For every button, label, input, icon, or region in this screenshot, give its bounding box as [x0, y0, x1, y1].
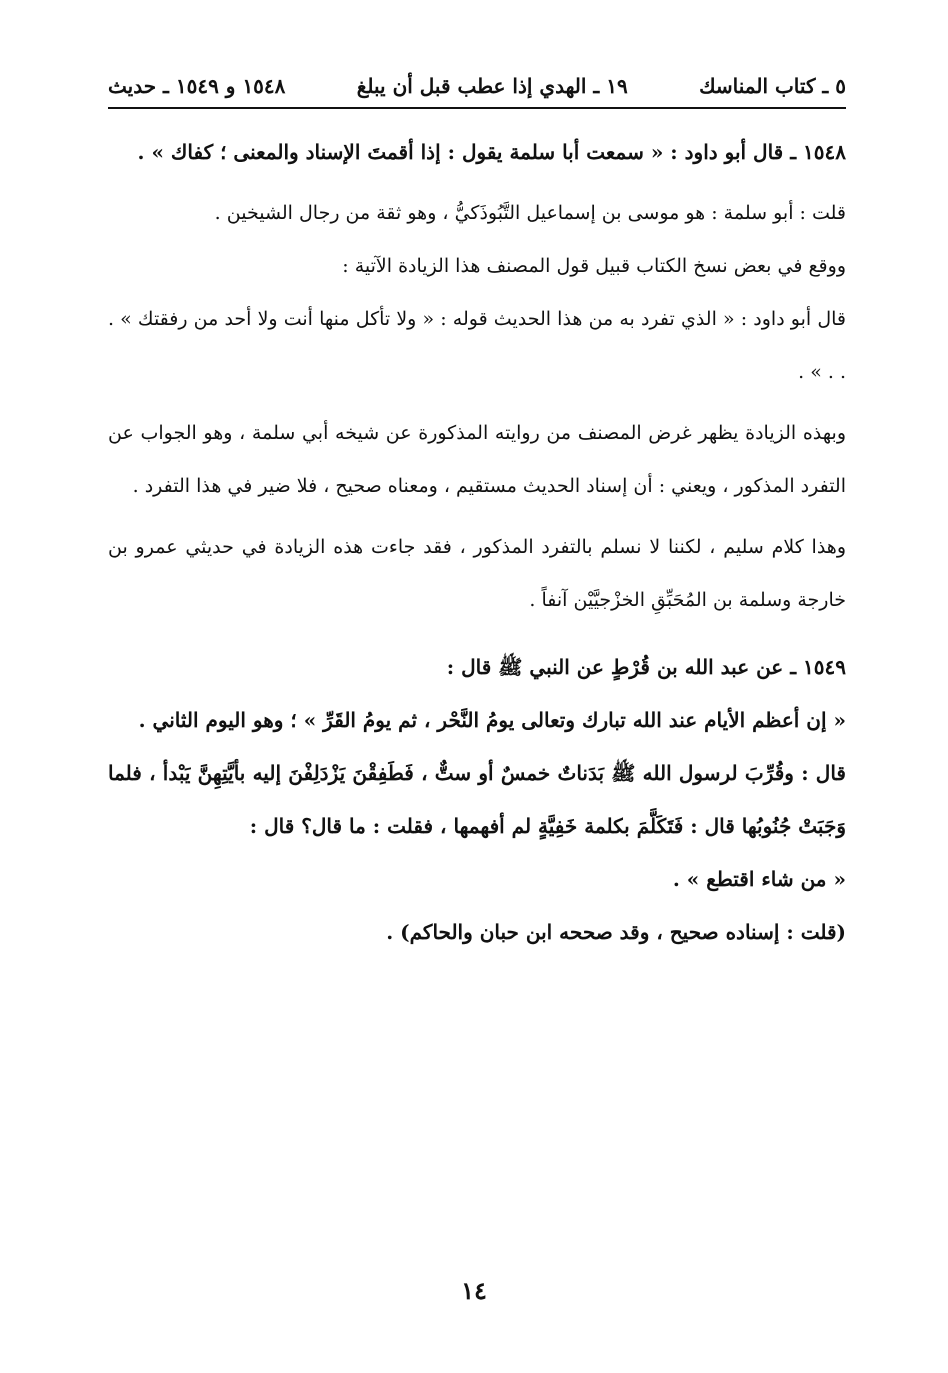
grading-note: (قلت : إسناده صحيح ، وقد صححه ابن حبان والحاكم) .	[386, 920, 846, 944]
hadith-1549-ending: « من شاء اقتطع » .	[672, 867, 846, 891]
commentary-manuscript-note: ووقع في بعض نسخ الكتاب قبيل قول المصنف هذا الزيادة الآتية :	[342, 255, 846, 277]
running-header	[108, 68, 846, 104]
header-divider	[108, 107, 846, 109]
commentary-abu-dawud-addition: قال أبو داود : « الذي تفرد به من هذا الحديث قوله : « ولا تأكل منها أنت ولا أحد من رفقتك » . . . » .	[108, 308, 846, 383]
hadith-1549-isnad: ١٥٤٩ ـ عن عبد الله بن قُرْطٍ عن النبي ﷺ قال :	[446, 655, 846, 679]
page-number: ١٤	[461, 1276, 487, 1305]
hadith-1549-matn: « إن أعظم الأيام عند الله تبارك وتعالى يومُ النَّحْر ، ثم يومُ القَرِّ » ؛ وهو اليوم الثاني .	[138, 708, 846, 732]
header-chapter: ٥ ـ كتاب المناسك	[699, 74, 846, 98]
commentary-abu-salamah: قلت : أبو سلمة : هو موسى بن إسماعيل التَّبُوذَكيُّ ، وهو ثقة من رجال الشيخين .	[214, 202, 846, 224]
hadith-1548-text: ١٥٤٨ ـ قال أبو داود : « سمعت أبا سلمة يقول : إذا أقمتَ الإسناد والمعنى ؛ كفاك » .	[137, 140, 846, 164]
hadith-1549-continuation: قال : وقُرِّبَ لرسول الله ﷺ بَدَناتٌ خمسٌ أو ستٌّ ، فَطَفِقْنَ يَزْدَلِفْنَ إليه بأيَّتِهِنَّ يَبْدأ ، فلما وَجَبَتْ جُنُوبُها قال : فَتَكَلَّمَ بكلمة خَفِيَّةٍ لم أفهمها ، فقلت : ما قال؟ قال :	[108, 761, 846, 838]
header-section: ١٩ ـ الهدي إذا عطب قبل أن يبلغ	[356, 74, 628, 98]
main-text	[108, 126, 846, 959]
commentary-purpose: وبهذه الزيادة يظهر غرض المصنف من روايته المذكورة عن شيخه أبي سلمة ، وهو الجواب عن التفرد المذكور ، ويعني : أن إسناد الحديث مستقيم ، ومعناه صحيح ، فلا ضير في هذا التفرد .	[108, 422, 846, 497]
header-hadith-range: ١٥٤٨ و ١٥٤٩ ـ حديث	[108, 74, 286, 98]
commentary-response: وهذا كلام سليم ، لكننا لا نسلم بالتفرد المذكور ، فقد جاءت هذه الزيادة في حديثي عمرو بن خارجة وسلمة بن المُحَبِّقِ الخزْجيَّيْن آنفاً .	[108, 536, 846, 611]
